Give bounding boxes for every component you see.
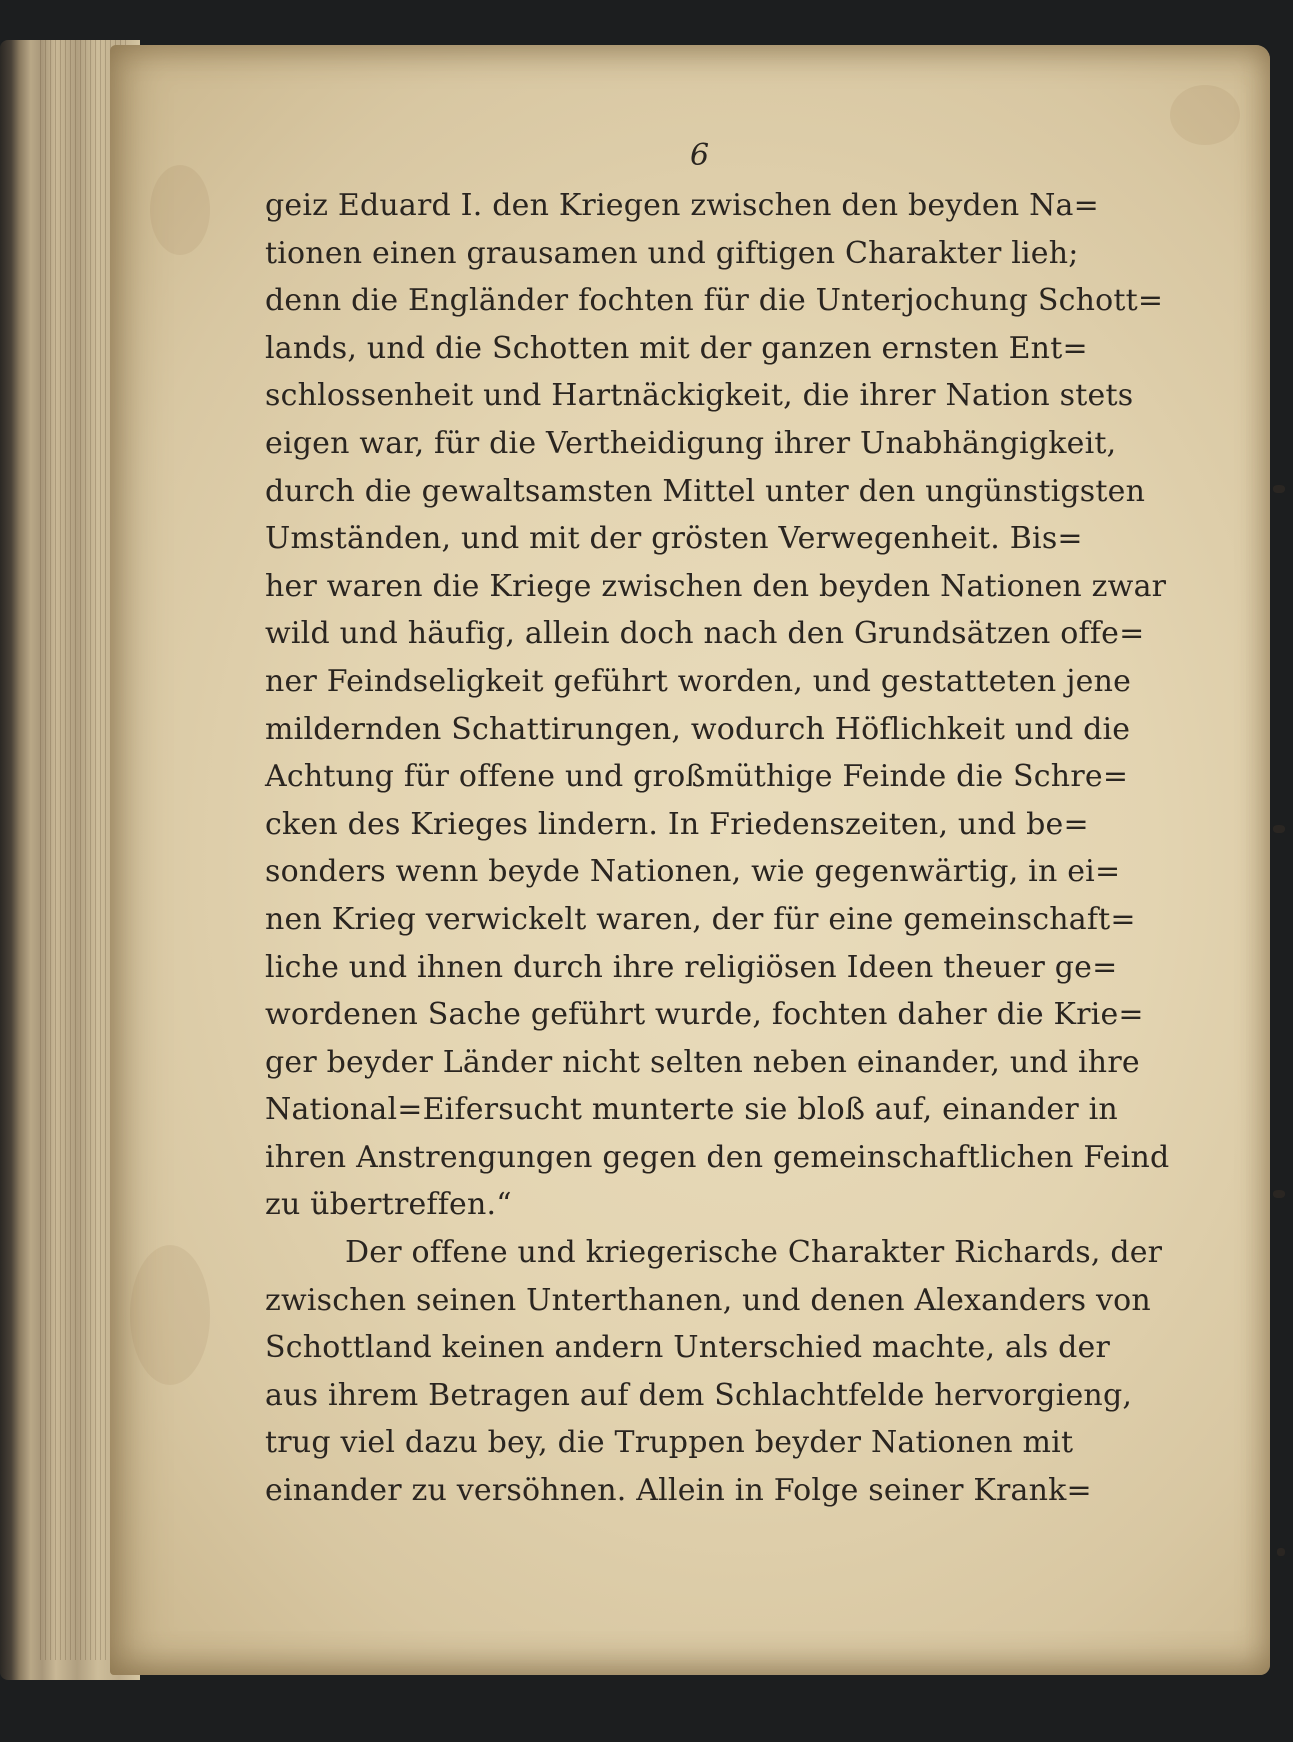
text-line: zu übertreffen.“: [265, 1187, 512, 1223]
right-edge-marks: [1255, 0, 1285, 1742]
text-line: aus ihrem Betragen auf dem Schlachtfelde hervorgieng,: [265, 1377, 1133, 1413]
body-text: [265, 182, 1170, 1515]
text-line: ihren Anstrengungen gegen den gemeinschaftlichen Feind: [265, 1139, 1170, 1175]
text-line: einander zu versöhnen. Allein in Folge seiner Krank=: [265, 1473, 1092, 1509]
text-line: her waren die Kriege zwischen den beyden Nationen zwar: [265, 568, 1167, 604]
edge-mark: [1277, 1548, 1285, 1556]
text-line: Der offene und kriegerische Charakter Richards, der: [345, 1235, 1163, 1271]
edge-mark: [1273, 825, 1285, 833]
text-line: sonders wenn beyde Nationen, wie gegenwärtig, in ei=: [265, 854, 1121, 890]
paper-stain: [130, 1245, 210, 1385]
text-line: geiz Eduard I. den Kriegen zwischen den beyden Na=: [265, 188, 1099, 223]
text-line: eigen war, für die Vertheidigung ihrer Unabhängigkeit,: [265, 425, 1117, 461]
text-line: National=Eifersucht munterte sie bloß auf, einander in: [265, 1092, 1118, 1128]
paper-stain: [1170, 85, 1240, 145]
text-line: tionen einen grausamen und giftigen Charakter lieh;: [265, 235, 1079, 271]
edge-mark: [1273, 485, 1285, 493]
text-line: ner Feindseligkeit geführt worden, und gestatteten jene: [265, 663, 1132, 699]
page-number: 6: [690, 138, 710, 173]
text-line: Schottland keinen andern Unterschied machte, als der: [265, 1330, 1111, 1366]
text-line: Achtung für offene und großmüthige Feinde die Schre=: [265, 759, 1129, 795]
text-line: cken des Krieges lindern. In Friedenszeiten, und be=: [265, 806, 1089, 842]
text-line: Umständen, und mit der grösten Verwegenheit. Bis=: [265, 521, 1083, 557]
text-line: wild und häufig, allein doch nach den Grundsätzen offe=: [265, 616, 1145, 652]
text-line: zwischen seinen Unterthanen, und denen Alexanders von: [265, 1282, 1151, 1318]
text-line: nen Krieg verwickelt waren, der für eine gemeinschaft=: [265, 901, 1136, 937]
text-line: mildernden Schattirungen, wodurch Höflichkeit und die: [265, 711, 1131, 747]
edge-mark: [1273, 1190, 1285, 1198]
text-line: trug viel dazu bey, die Truppen beyder Nationen mit: [265, 1425, 1074, 1461]
text-line: lands, und die Schotten mit der ganzen ernsten Ent=: [265, 330, 1088, 366]
paper-stain: [150, 165, 210, 255]
text-line: schlossenheit und Hartnäckigkeit, die ihrer Nation stets: [265, 378, 1134, 414]
text-line: wordenen Sache geführt wurde, fochten daher die Krie=: [265, 997, 1144, 1033]
text-line: denn die Engländer fochten für die Unterjochung Schott=: [265, 283, 1164, 319]
text-line: ger beyder Länder nicht selten neben einander, und ihre: [265, 1044, 1140, 1080]
text-line: liche und ihnen durch ihre religiösen Ideen theuer ge=: [265, 949, 1118, 985]
text-line: durch die gewaltsamsten Mittel unter den ungünstigsten: [265, 473, 1146, 509]
